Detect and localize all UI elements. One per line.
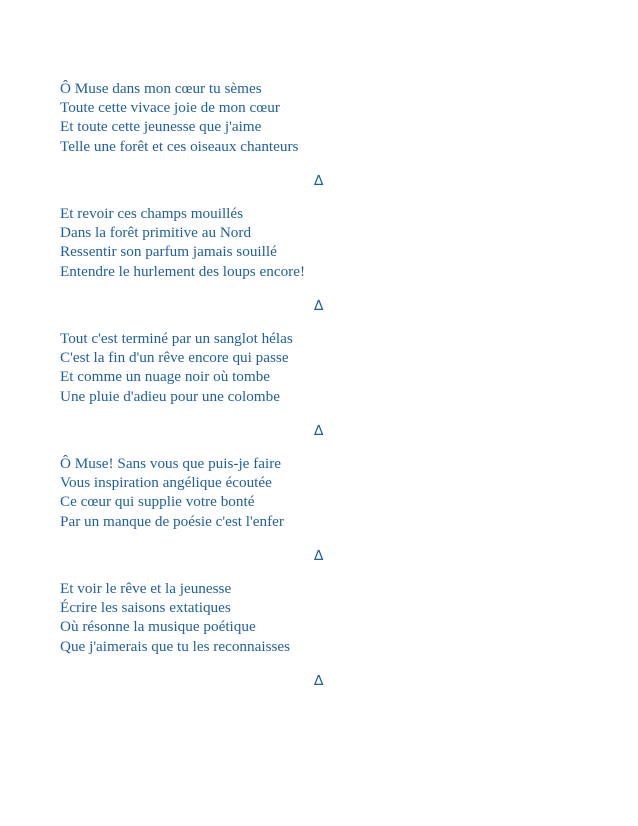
stanza-2 — [60, 204, 580, 281]
stanza-5 — [60, 579, 580, 656]
stanza-separator: ∆ — [314, 422, 324, 439]
poem-line: Tout c'est terminé par un sanglot hélas — [60, 330, 293, 347]
poem-line: Vous inspiration angélique écoutée — [60, 474, 272, 492]
poem-line: Une pluie d'adieu pour une colombe — [60, 387, 280, 405]
stanza-3 — [60, 329, 580, 406]
poem-line: Entendre le hurlement des loups encore! — [60, 262, 306, 280]
stanza-separator: ∆ — [314, 672, 324, 689]
poem-line: Ce cœur qui supplie votre bonté — [60, 493, 255, 511]
poem-line: Dans la forêt primitive au Nord — [60, 224, 252, 242]
stanza-separator: ∆ — [314, 547, 324, 564]
poem-line: Que j'aimerais que tu les reconnaisses — [60, 637, 291, 655]
poem-line: Où résonne la musique poétique — [60, 618, 256, 636]
poem-line: Et revoir ces champs mouillés — [60, 205, 244, 222]
poem-line: C'est la fin d'un rêve encore qui passe — [60, 349, 289, 367]
poem-line: Par un manque de poésie c'est l'enfer — [60, 512, 284, 530]
stanza-1 — [60, 79, 580, 156]
poem-line: Ô Muse! Sans vous que puis-je faire — [60, 455, 282, 472]
poem-line: Et comme un nuage noir où tombe — [60, 368, 271, 386]
poem-line: Et voir le rêve et la jeunesse — [60, 580, 232, 597]
stanza-separator: ∆ — [314, 297, 324, 314]
stanza-separator: ∆ — [314, 172, 324, 189]
poem-line: Telle une forêt et ces oiseaux chanteurs — [60, 137, 299, 155]
poem-line: Ô Muse dans mon cœur tu sèmes — [60, 80, 262, 97]
poem-line: Ressentir son parfum jamais souillé — [60, 243, 277, 261]
poem-line: Et toute cette jeunesse que j'aime — [60, 118, 262, 136]
poem-line: Toute cette vivace joie de mon cœur — [60, 99, 280, 117]
poem — [60, 79, 580, 704]
stanza-4 — [60, 454, 580, 531]
poem-line: Écrire les saisons extatiques — [60, 599, 231, 617]
